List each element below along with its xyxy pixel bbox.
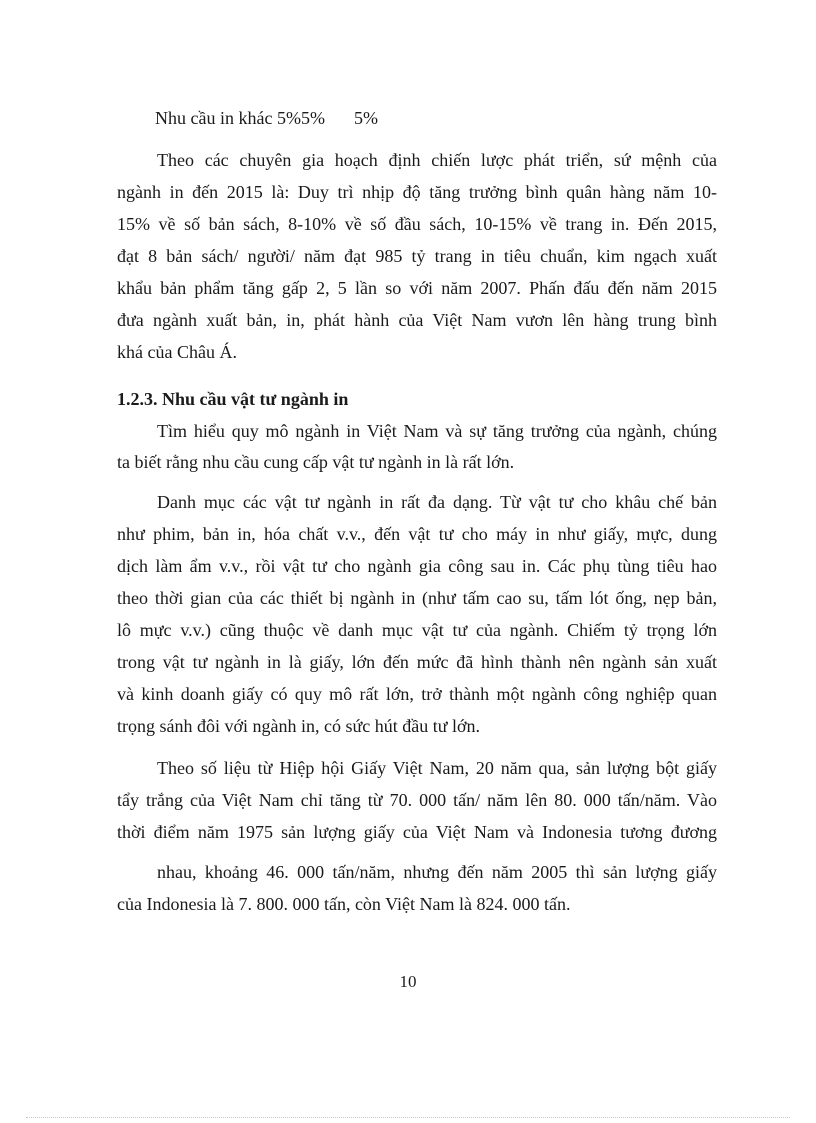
paragraph-line: và kinh doanh giấy có quy mô rất lớn, trở thành một ngành công nghiệp quan xyxy=(117,684,717,704)
top-line-label: Nhu cầu in khác 5%5% xyxy=(155,108,325,128)
paragraph-line: như phim, bản in, hóa chất v.v., đến vật tư cho máy in như giấy, mực, dung xyxy=(117,524,717,544)
paragraph-line: 15% về số bản sách, 8-10% về số đầu sách, 10-15% về trang in. Đến 2015, xyxy=(117,214,717,234)
paragraph-line: ta biết rằng nhu cầu cung cấp vật tư ngành in là rất lớn. xyxy=(117,452,515,472)
paragraph-line: khá của Châu Á. xyxy=(117,342,237,362)
paragraph-line: tẩy trắng của Việt Nam chỉ tăng từ 70. 000 tấn/ năm lên 80. 000 tấn/năm. Vào xyxy=(117,790,717,810)
paragraph-line: nhau, khoảng 46. 000 tấn/năm, nhưng đến năm 2005 thì sản lượng giấy xyxy=(157,862,717,882)
paragraph-line: lô mực v.v.) cũng thuộc về danh mục vật tư của ngành. Chiếm tỷ trọng lớn xyxy=(117,620,717,640)
paragraph-line: theo thời gian của các thiết bị ngành in (như tấm cao su, tấm lót ống, nẹp bản, xyxy=(117,588,717,608)
section-heading: 1.2.3. Nhu cầu vật tư ngành in xyxy=(117,389,349,409)
page-bottom-divider xyxy=(26,1117,790,1118)
paragraph-line: Tìm hiểu quy mô ngành in Việt Nam và sự tăng trưởng của ngành, chúng xyxy=(157,421,717,441)
paragraph-line: Danh mục các vật tư ngành in rất đa dạng. Từ vật tư cho khâu chế bản xyxy=(157,492,717,512)
top-line-value: 5% xyxy=(353,108,378,128)
paragraph-line: khẩu bản phẩm tăng gấp 2, 5 lần so với năm 2007. Phấn đấu đến năm 2015 xyxy=(117,278,717,298)
paragraph-line: đưa ngành xuất bản, in, phát hành của Việt Nam vươn lên hàng trung bình xyxy=(117,310,717,330)
paragraph-line: của Indonesia là 7. 800. 000 tấn, còn Việt Nam là 824. 000 tấn. xyxy=(117,894,571,914)
paragraph-line: Theo các chuyên gia hoạch định chiến lược phát triển, sứ mệnh của xyxy=(157,150,717,170)
paragraph-line: trong vật tư ngành in là giấy, lớn đến mức đã hình thành nên ngành sản xuất xyxy=(117,652,717,672)
paragraph-line: trọng sánh đôi với ngành in, có sức hút đầu tư lớn. xyxy=(117,716,481,736)
page-number: 10 xyxy=(399,972,417,991)
paragraph-line: đạt 8 bản sách/ người/ năm đạt 985 tỷ trang in tiêu chuẩn, kim ngạch xuất xyxy=(117,246,717,266)
top-line xyxy=(155,107,378,129)
paragraph-line: thời điểm năm 1975 sản lượng giấy của Việt Nam và Indonesia tương đương xyxy=(117,822,717,842)
paragraph-line: dịch làm ẩm v.v., rồi vật tư cho ngành gia công sau in. Các phụ tùng tiêu hao xyxy=(117,556,717,576)
paragraph-line: Theo số liệu từ Hiệp hội Giấy Việt Nam, 20 năm qua, sản lượng bột giấy xyxy=(157,758,717,778)
paragraph-line: ngành in đến 2015 là: Duy trì nhịp độ tăng trưởng bình quân hàng năm 10- xyxy=(117,182,717,202)
